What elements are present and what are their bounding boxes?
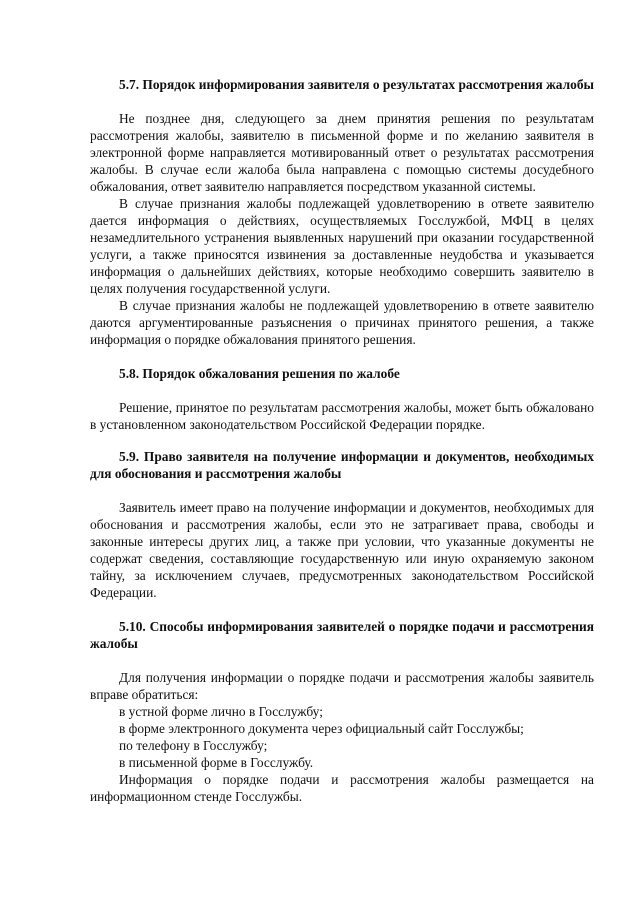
section-5-7-paragraph-1: Не позднее дня, следующего за днем принятия решения по результатам рассмотрения жалобы, заявителю в письменной форме и по желанию заявителя в электронной форме направляется мотивированный ответ о результатах рассмотрения жалобы. В случае если жалоба была направлена с помощью системы досудебного обжалования, ответ заявителю направляется посредством указанной системы. bbox=[90, 111, 594, 194]
section-5-8-heading: 5.8. Порядок обжалования решения по жалобе bbox=[119, 366, 400, 381]
section-5-10-intro: Для получения информации о порядке подачи и рассмотрения жалобы заявитель вправе обратиться: bbox=[90, 670, 594, 702]
list-item: в письменной форме в Госслужбу. bbox=[119, 755, 314, 770]
section-5-8-paragraph-1: Решение, принятое по результатам рассмотрения жалобы, может быть обжаловано в установленном законодательством Российской Федерации порядке. bbox=[90, 400, 594, 432]
spacer bbox=[90, 652, 594, 669]
spacer bbox=[90, 348, 594, 365]
section-5-9-heading: 5.9. Право заявителя на получение информации и документов, необходимых для обоснования и рассмотрения жалобы bbox=[90, 449, 594, 481]
spacer bbox=[90, 601, 594, 618]
spacer bbox=[90, 382, 594, 399]
list-item: по телефону в Госслужбу; bbox=[119, 738, 268, 753]
section-5-10-closing: Информация о порядке подачи и рассмотрения жалобы размещается на информационном стенде Госслужбы. bbox=[90, 772, 594, 804]
list-item: в форме электронного документа через официальный сайт Госслужбы; bbox=[119, 721, 524, 736]
spacer bbox=[90, 433, 594, 448]
section-5-10-heading: 5.10. Способы информирования заявителей о порядке подачи и рассмотрения жалобы bbox=[90, 619, 594, 651]
section-5-7-paragraph-3: В случае признания жалобы не подлежащей удовлетворению в ответе заявителю даются аргументированные разъяснения о причинах принятого решения, а также информация о порядке обжалования принятого решения. bbox=[90, 298, 594, 347]
document-page bbox=[90, 76, 594, 805]
spacer bbox=[90, 93, 594, 110]
section-5-7-heading: 5.7. Порядок информирования заявителя о результатах рассмотрения жалобы bbox=[119, 77, 594, 92]
section-5-7-paragraph-2: В случае признания жалобы подлежащей удовлетворению в ответе заявителю дается информация о действиях, осуществляемых Госслужбой, МФЦ в целях незамедлительного устранения выявленных нарушений при оказании государственной услуги, а также приносятся извинения за доставленные неудобства и указывается информация о дальнейших действиях, которые необходимо совершить заявителю в целях получения государственной услуги. bbox=[90, 196, 594, 296]
list-item: в устной форме лично в Госслужбу; bbox=[119, 704, 323, 719]
section-5-9-paragraph-1: Заявитель имеет право на получение информации и документов, необходимых для обоснования и рассмотрения жалобы, если это не затрагивает права, свободы и законные интересы других лиц, а также при условии, что указанные документы не содержат сведения, составляющие государственную или иную охраняемую законом тайну, за исключением случаев, предусмотренных законодательством Российской Федерации. bbox=[90, 500, 594, 600]
spacer bbox=[90, 482, 594, 499]
